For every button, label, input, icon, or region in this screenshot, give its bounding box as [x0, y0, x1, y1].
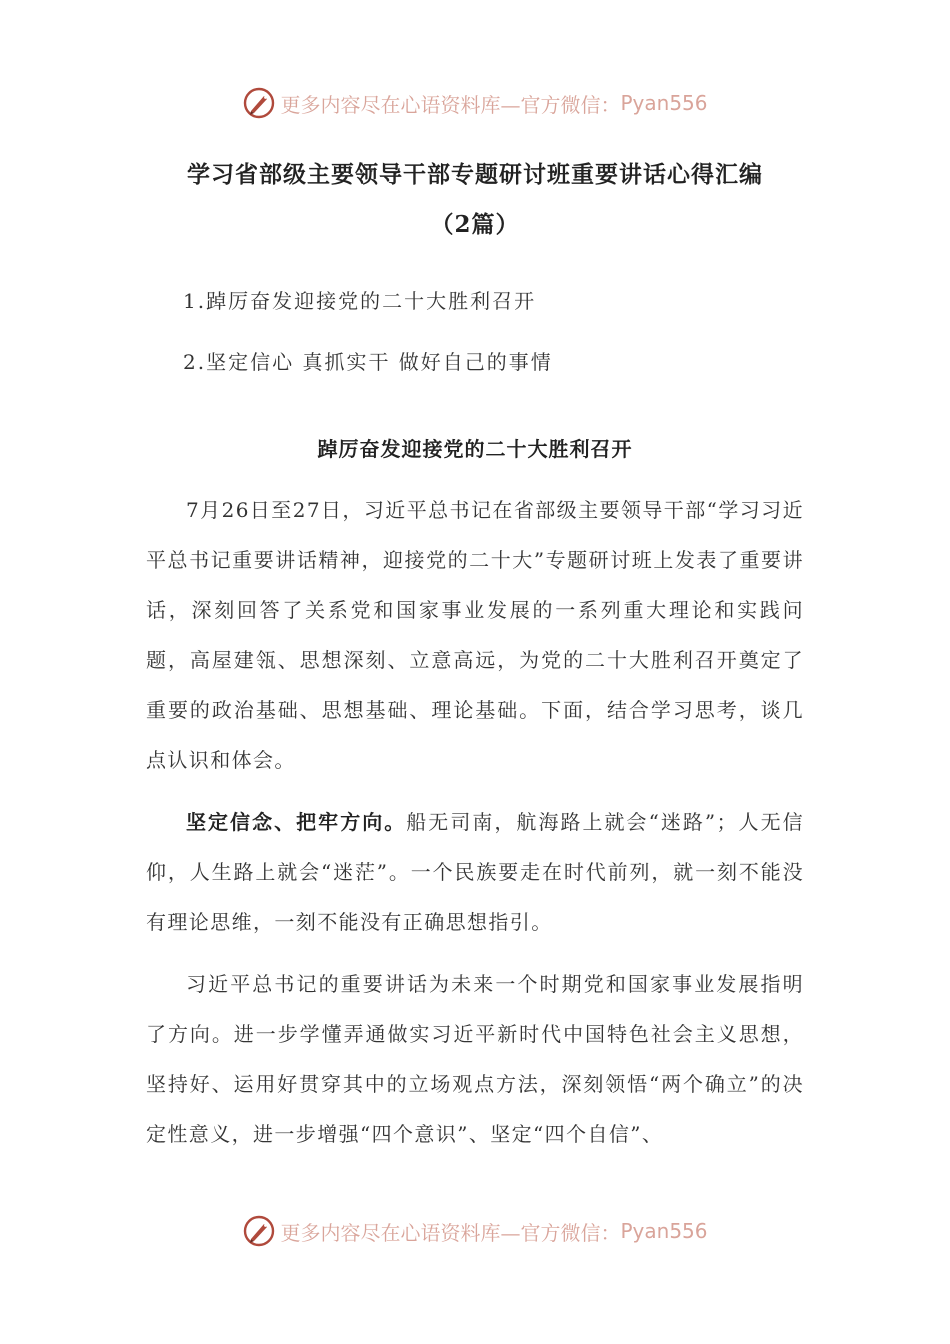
section-heading: 踔厉奋发迎接党的二十大胜利召开 [317, 437, 633, 461]
watermark-header [0, 83, 950, 123]
toc-item: 2.坚定信心 真抓实干 做好自己的事情 [183, 350, 553, 374]
document-title: 学习省部级主要领导干部专题研讨班重要讲话心得汇编 [187, 161, 763, 188]
paragraph-text: 习近平总书记的重要讲话为未来一个时期党和国家事业发展指明了方向。进一步学懂弄通做实习近平新时代中国特色社会主义思想，坚持好、运用好贯穿其中的立场观点方法，深刻领悟“两个确立”的决定性意义，进一步增强“四个意识”、坚定“四个自信”、 [146, 972, 804, 1146]
watermark-brand: 更多内容尽在心语资料库— [280, 92, 521, 117]
watermark-footer [0, 1211, 950, 1251]
watermark-official: 官方微信： [520, 1220, 621, 1245]
toc-item: 1.踔厉奋发迎接党的二十大胜利召开 [183, 289, 537, 313]
watermark-brand: 更多内容尽在心语资料库— [280, 1220, 521, 1245]
paragraph-lead: 坚定信念、把牢方向。 [186, 810, 407, 834]
watermark-official: 官方微信： [520, 92, 621, 117]
pen-logo-icon [242, 86, 276, 120]
body-paragraph [146, 959, 804, 1159]
body-paragraph [146, 485, 804, 785]
pen-logo-icon [242, 1214, 276, 1248]
watermark-handle: Pyan556 [620, 91, 708, 115]
paragraph-text: 船无司南，航海路上就会“迷路”；人无信仰，人生路上就会“迷茫”。一个民族要走在时代前列，就一刻不能没有理论思维，一刻不能没有正确思想指引。 [146, 810, 804, 934]
paragraph-text: 7月26日至27日，习近平总书记在省部级主要领导干部“学习习近平总书记重要讲话精神，迎接党的二十大”专题研讨班上发表了重要讲话，深刻回答了关系党和国家事业发展的一系列重大理论和实践问题，高屋建瓴、思想深刻、立意高远，为党的二十大胜利召开奠定了重要的政治基础、思想基础、理论基础。下面，结合学习思考，谈几点认识和体会。 [146, 498, 804, 772]
document-subtitle: （2篇） [430, 211, 520, 238]
body-paragraph [146, 797, 804, 947]
watermark-handle: Pyan556 [620, 1219, 708, 1243]
